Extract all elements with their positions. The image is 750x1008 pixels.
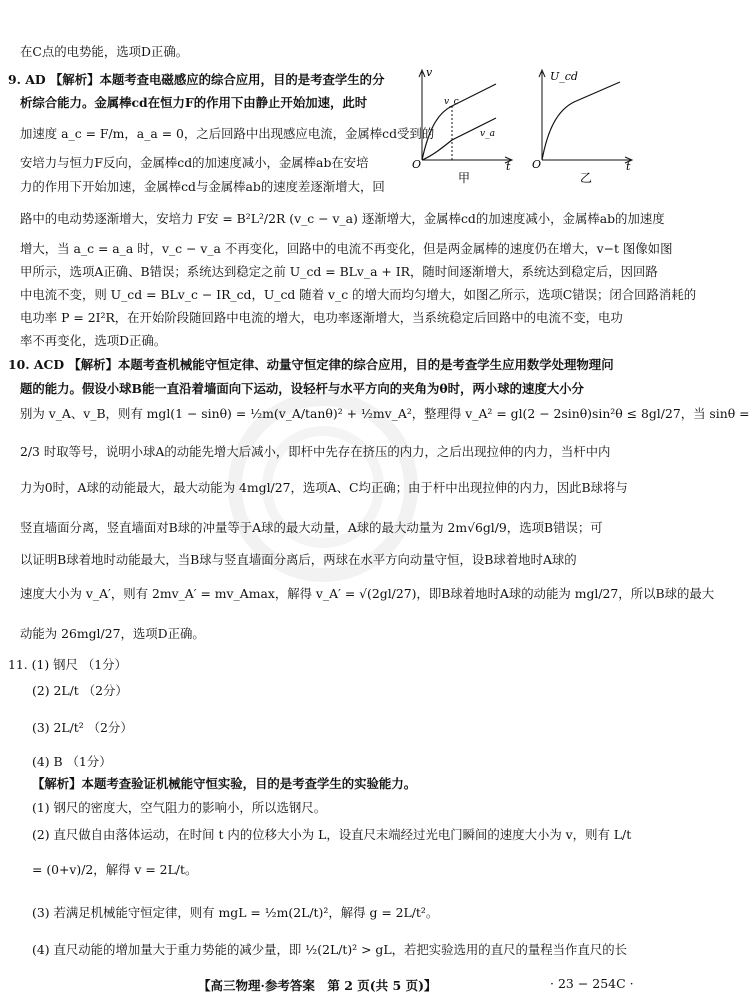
text-line: (4) 直尺动能的增加量大于重力势能的减少量，即 ½(2L/t)² > gL，若把实验选用的直尺的量程当作直尺的长 bbox=[32, 942, 627, 957]
origin-label: O bbox=[412, 158, 422, 171]
x-label: t bbox=[506, 160, 511, 173]
page-code: · 23 − 254C · bbox=[550, 976, 634, 991]
formula-line: 速度大小为 v_A′，则有 2mv_A′ = mv_Amax，解得 v_A′ = √(2gl/27)，即B球着地时A球的动能为 mgl/27，所以B球的最大 bbox=[20, 586, 715, 601]
curve-label-va: v_a bbox=[480, 129, 495, 139]
graph-caption: 甲 bbox=[458, 171, 471, 185]
answer-item: (4) B （1分） bbox=[32, 754, 112, 769]
text-line: 安培力与恒力F反向，金属棒cd的加速度减小，金属棒ab在安培 bbox=[20, 155, 369, 170]
text-line: 2/3 时取等号，说明小球A的动能先增大后减小，即杆中先存在挤压的内力，之后出现拉伸的内力，当杆中内 bbox=[20, 444, 611, 459]
text-line: 电功率 P = 2I²R，在开始阶段随回路中电流的增大，电功率逐渐增大，当系统稳定后回路中的电流不变，电功 bbox=[20, 310, 623, 325]
text-line: 增大，当 a_c = a_a 时，v_c − v_a 不再变化，回路中的电流不再变化，但是两金属棒的速度仍在增大，v−t 图像如图 bbox=[20, 241, 673, 256]
text-line: 以证明B球着地时动能最大，当B球与竖直墙面分离后，两球在水平方向动量守恒，设B球着地时A球的 bbox=[20, 552, 577, 567]
text-line: 甲所示，选项A正确、B错误；系统达到稳定之前 U_cd = BLv_a + IR，随时间逐渐增大，系统达到稳定后，因回路 bbox=[20, 264, 658, 279]
formula-line: 别为 v_A、v_B，则有 mgl(1 − sinθ) = ½m(v_A/tanθ)² + ½mv_A²，整理得 v_A² = gl(2 − 2sinθ)sin²θ ≤ 8gl/27，当 sinθ = bbox=[20, 406, 750, 421]
curve-label-vc: v_c bbox=[444, 97, 459, 107]
graph-v-t bbox=[408, 64, 520, 192]
graph-ucd-t bbox=[528, 64, 640, 192]
formula-line: = (0+v)/2，解得 v = 2L/t。 bbox=[32, 862, 198, 877]
y-label: v bbox=[426, 66, 433, 79]
page-footer: 【高三物理·参考答案 第 2 页(共 5 页)】 bbox=[198, 978, 437, 993]
text-line: (2) 直尺做自由落体运动，在时间 t 内的位移大小为 L，设直尺末端经过光电门瞬间的速度大小为 v，则有 L/t bbox=[32, 827, 632, 842]
text-line: 中电流不变，则 U_cd = BLv_c − IR_cd，U_cd 随着 v_c 的增大而均匀增大，如图乙所示，选项C错误；闭合回路消耗的 bbox=[20, 287, 697, 302]
text-line: (1) 钢尺的密度大，空气阻力的影响小，所以选钢尺。 bbox=[32, 800, 327, 815]
problem-9-heading: 9. AD 【解析】本题考查电磁感应的综合应用，目的是考查学生的分 bbox=[8, 72, 385, 87]
text-line: 析综合能力。金属棒cd在恒力F的作用下由静止开始加速，此时 bbox=[20, 95, 368, 110]
text-line: 在C点的电势能，选项D正确。 bbox=[20, 44, 189, 59]
curve-va bbox=[422, 118, 496, 160]
formula-line: (3) 若满足机械能守恒定律，则有 mgL = ½m(2L/t)²，解得 g = 2L/t²。 bbox=[32, 905, 439, 920]
problem-10-heading: 10. ACD 【解析】本题考查机械能守恒定律、动量守恒定律的综合应用，目的是考查学生应用数学处理物理问 bbox=[8, 357, 614, 372]
curve-ucd bbox=[542, 82, 620, 160]
answer-item: (2) 2L/t （2分） bbox=[32, 683, 128, 698]
text-line: 题的能力。假设小球B能一直沿着墙面向下运动，设轻杆与水平方向的夹角为θ时，两小球的速度大小分 bbox=[20, 381, 584, 396]
formula-line: 加速度 a_c = F/m，a_a = 0，之后回路中出现感应电流，金属棒cd受到的 bbox=[20, 126, 435, 141]
graph-caption: 乙 bbox=[580, 171, 593, 185]
text-line: 动能为 26mgl/27，选项D正确。 bbox=[20, 626, 205, 641]
formula-line: 路中的电动势逐渐增大，安培力 F安 = B²L²/2R (v_c − v_a) 逐渐增大，金属棒cd的加速度减小，金属棒ab的加速度 bbox=[20, 211, 665, 226]
x-label: t bbox=[626, 160, 631, 173]
text-line: 竖直墙面分离，竖直墙面对B球的冲量等于A球的最大动量，A球的最大动量为 2m√6gl/9，选项B错误；可 bbox=[20, 520, 603, 535]
y-label: U_cd bbox=[550, 70, 578, 83]
problem-11-heading: 11. (1) 钢尺 （1分） bbox=[8, 657, 127, 672]
text-line: 力的作用下开始加速，金属棒cd与金属棒ab的速度差逐渐增大，回 bbox=[20, 179, 385, 194]
answer-item: (3) 2L/t² （2分） bbox=[32, 720, 133, 735]
analysis-heading: 【解析】本题考查验证机械能守恒实验，目的是考查学生的实验能力。 bbox=[32, 776, 417, 791]
text-line: 力为0时，A球的动能最大，最大动能为 4mgl/27，选项A、C均正确；由于杆中出现拉伸的内力，因此B球将与 bbox=[20, 480, 628, 495]
text-line: 率不再变化，选项D正确。 bbox=[20, 333, 167, 348]
curve-vc bbox=[422, 84, 496, 160]
origin-label: O bbox=[532, 158, 542, 171]
